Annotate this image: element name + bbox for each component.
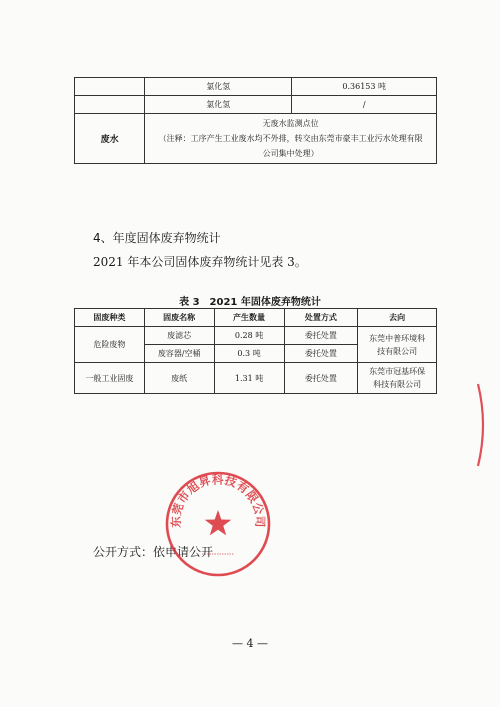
destination-cell [358, 327, 437, 363]
amount-cell: 0.36153 吨 [292, 78, 437, 96]
quantity-cell: 0.28 吨 [214, 327, 284, 345]
disposal-cell: 委托处置 [284, 327, 358, 345]
quantity-cell: 0.3 吨 [214, 345, 284, 363]
table-row [75, 327, 437, 345]
waste-type-cell: 一般工业固废 [75, 363, 145, 394]
table-cell [75, 96, 145, 114]
category-cell: 废水 [75, 114, 145, 164]
waste-name-cell: 废纸 [144, 363, 214, 394]
star-icon [205, 510, 232, 535]
seal-text: 东莞市旭昇科技有限公司 [168, 472, 268, 528]
solid-waste-table [74, 308, 437, 394]
disposal-cell: 委托处置 [284, 363, 358, 394]
table-cell [75, 78, 145, 96]
destination-line: 东莞市冠基环保 [369, 367, 426, 376]
section-paragraph: 2021 年本公司固体废弃物统计见表 3。 [93, 255, 307, 269]
disposal-cell: 委托处置 [284, 345, 358, 363]
amount-cell: / [292, 96, 437, 114]
page-number: — 4 — [232, 637, 268, 650]
column-header: 处置方式 [284, 309, 358, 327]
column-header: 去向 [358, 309, 437, 327]
column-header: 固废名称 [144, 309, 214, 327]
destination-cell [358, 363, 437, 394]
table-row [75, 363, 437, 394]
waste-name-cell: 废容器/空桶 [144, 345, 214, 363]
note-line: 公司集中处理） [262, 149, 319, 158]
table-header-row [75, 309, 437, 327]
pollutant-cell: 氯化氢 [145, 96, 292, 114]
table-row [75, 114, 437, 164]
table-row [75, 78, 437, 96]
waste-type-cell: 危险废物 [75, 327, 145, 363]
edge-seal-fragment [472, 380, 492, 470]
emissions-table [74, 77, 437, 164]
column-header: 固废种类 [75, 309, 145, 327]
pollutant-cell: 氯化氢 [145, 78, 292, 96]
company-seal [164, 470, 272, 578]
table-caption: 表 3 2021 年固体废弃物统计 [179, 297, 321, 308]
section-heading: 4、年度固体废弃物统计 [93, 231, 221, 245]
waste-name-cell: 废滤芯 [144, 327, 214, 345]
table-row [75, 96, 437, 114]
wastewater-note [145, 114, 437, 164]
note-line: 无废水监测点位 [262, 119, 319, 128]
disclosure-method: 公开方式：依申请公开 [93, 545, 214, 559]
destination-line: 东莞中普环境科 [369, 333, 426, 343]
note-line: （注释：工序产生工业废水均不外排，转交由东莞市豪丰工业污水处理有限 [158, 134, 423, 143]
destination-line: 科技有限公司 [373, 380, 422, 389]
quantity-cell: 1.31 吨 [214, 363, 284, 394]
column-header: 产生数量 [214, 309, 284, 327]
destination-line: 技有限公司 [377, 346, 418, 356]
